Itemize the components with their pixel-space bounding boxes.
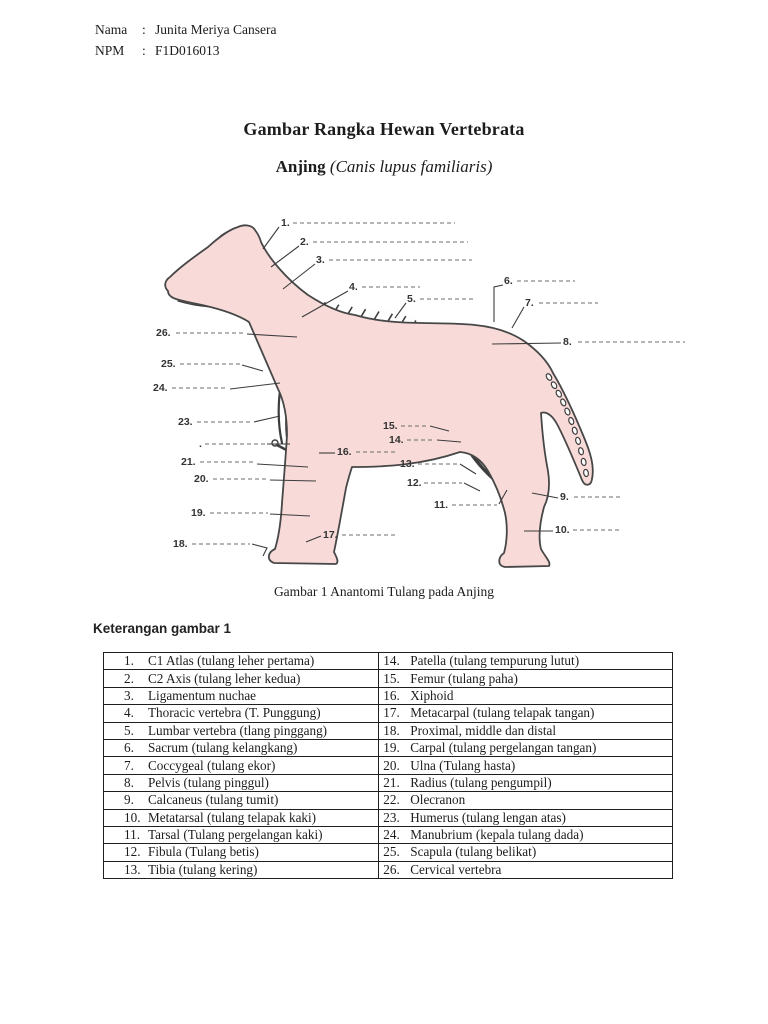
legend-number: 18. bbox=[383, 722, 400, 738]
table-row bbox=[104, 670, 673, 687]
legend-text: Lumbar vertebra (tlang pinggang) bbox=[148, 722, 328, 738]
legend-cell-right bbox=[379, 861, 673, 878]
legend-cell-left bbox=[104, 861, 379, 878]
legend-number: 8. bbox=[124, 774, 134, 790]
legend-heading: Keterangan gambar 1 bbox=[93, 621, 232, 636]
legend-number: 7. bbox=[124, 757, 134, 773]
legend-number: 12. bbox=[124, 844, 141, 860]
legend-text: Cervical vertebra bbox=[410, 861, 502, 877]
legend-text: C2 Axis (tulang leher kedua) bbox=[148, 670, 301, 686]
legend-cell-right bbox=[379, 705, 673, 722]
label-number: 14. bbox=[389, 434, 404, 446]
legend-text: Scapula (tulang belikat) bbox=[410, 844, 537, 860]
legend-cell-right bbox=[379, 826, 673, 843]
legend-number: 1. bbox=[124, 653, 134, 669]
legend-number: 23. bbox=[383, 809, 400, 825]
page-title: Gambar Rangka Hewan Vertebrata bbox=[243, 119, 525, 139]
skeleton-figure bbox=[150, 205, 700, 580]
label-number: 1. bbox=[281, 217, 290, 229]
label-number: 3. bbox=[316, 254, 325, 266]
species-common-name: Anjing bbox=[275, 157, 326, 176]
legend-number: 20. bbox=[383, 757, 400, 773]
legend-cell-left bbox=[104, 809, 379, 826]
legend-number: 9. bbox=[124, 792, 134, 808]
label-pointer-line bbox=[242, 365, 263, 371]
legend-text: Ulna (Tulang hasta) bbox=[410, 757, 516, 773]
npm-separator: : bbox=[142, 43, 146, 58]
legend-text: Coccygeal (tulang ekor) bbox=[148, 757, 276, 773]
legend-table-wrap bbox=[103, 652, 673, 879]
label-number: 8. bbox=[563, 336, 572, 348]
tail-vertebra bbox=[583, 469, 589, 477]
legend-number: 15. bbox=[383, 670, 400, 686]
legend-text: Metacarpal (tulang telapak tangan) bbox=[410, 705, 595, 721]
label-number: 18. bbox=[173, 538, 188, 550]
legend-cell-right bbox=[379, 653, 673, 670]
name-label: Nama bbox=[95, 22, 128, 37]
label-number: 26. bbox=[156, 327, 171, 339]
legend-text: Proximal, middle dan distal bbox=[410, 722, 557, 738]
label-number: . bbox=[199, 438, 202, 450]
label-number: 4. bbox=[349, 281, 358, 293]
label-number: 13. bbox=[400, 458, 415, 470]
name-value: Junita Meriya Cansera bbox=[155, 22, 277, 37]
table-row bbox=[104, 861, 673, 878]
legend-cell-right bbox=[379, 687, 673, 704]
legend-cell-right bbox=[379, 844, 673, 861]
dog-body-outline bbox=[165, 225, 593, 567]
legend-number: 10. bbox=[124, 809, 141, 825]
legend-text: Femur (tulang paha) bbox=[410, 670, 518, 686]
student-header bbox=[95, 19, 276, 61]
legend-cell-left bbox=[104, 722, 379, 739]
legend-cell-left bbox=[104, 687, 379, 704]
legend-cell-left bbox=[104, 739, 379, 756]
legend-number: 2. bbox=[124, 670, 134, 686]
legend-text: Patella (tulang tempurung lutut) bbox=[410, 653, 580, 669]
label-number: 6. bbox=[504, 275, 513, 287]
legend-cell-left bbox=[104, 792, 379, 809]
legend-number: 26. bbox=[383, 861, 400, 877]
legend-number: 6. bbox=[124, 740, 134, 756]
label-pointer-line bbox=[252, 544, 267, 556]
label-pointer-line bbox=[271, 246, 299, 267]
legend-number: 4. bbox=[124, 705, 134, 721]
table-row bbox=[104, 844, 673, 861]
page-subtitle bbox=[0, 157, 768, 177]
label-number: 12. bbox=[407, 477, 422, 489]
student-name-row bbox=[95, 19, 276, 40]
label-number: 16. bbox=[337, 446, 352, 458]
legend-cell-left bbox=[104, 670, 379, 687]
legend-text: Tarsal (Tulang pergelangan kaki) bbox=[148, 827, 323, 843]
label-number: 17. bbox=[323, 529, 338, 541]
legend-cell-right bbox=[379, 774, 673, 791]
legend-number: 3. bbox=[124, 687, 134, 703]
manubrium-knob bbox=[272, 440, 278, 446]
legend-cell-left bbox=[104, 844, 379, 861]
legend-cell-right bbox=[379, 739, 673, 756]
label-pointer-line bbox=[263, 227, 279, 249]
legend-number: 5. bbox=[124, 722, 134, 738]
table-row bbox=[104, 826, 673, 843]
legend-text: Fibula (Tulang betis) bbox=[148, 844, 259, 860]
legend-number: 25. bbox=[383, 844, 400, 860]
legend-text: Humerus (tulang lengan atas) bbox=[410, 809, 566, 825]
legend-cell-left bbox=[104, 705, 379, 722]
legend-cell-right bbox=[379, 670, 673, 687]
name-separator: : bbox=[142, 22, 146, 37]
label-number: 2. bbox=[300, 236, 309, 248]
legend-number: 13. bbox=[124, 861, 141, 877]
label-number: 25. bbox=[161, 358, 176, 370]
table-row bbox=[104, 774, 673, 791]
dog-skeleton-diagram bbox=[150, 205, 700, 580]
species-latin-name: (Canis lupus familiaris) bbox=[329, 157, 493, 176]
legend-number: 22. bbox=[383, 792, 400, 808]
table-row bbox=[104, 757, 673, 774]
label-number: 15. bbox=[383, 420, 398, 432]
legend-number: 14. bbox=[383, 653, 400, 669]
figure-caption: Gambar 1 Anantomi Tulang pada Anjing bbox=[273, 584, 495, 599]
table-row bbox=[104, 705, 673, 722]
student-npm-row bbox=[95, 40, 276, 61]
npm-label: NPM bbox=[95, 43, 125, 58]
legend-cell-left bbox=[104, 653, 379, 670]
legend-text: Xiphoid bbox=[410, 687, 454, 703]
table-row bbox=[104, 809, 673, 826]
label-pointer-line bbox=[464, 483, 480, 491]
legend-cell-right bbox=[379, 809, 673, 826]
label-number: 21. bbox=[181, 456, 196, 468]
table-row bbox=[104, 739, 673, 756]
legend-number: 11. bbox=[124, 827, 140, 843]
legend-number: 19. bbox=[383, 740, 400, 756]
label-number: 11. bbox=[434, 499, 449, 511]
legend-text: Tibia (tulang kering) bbox=[148, 861, 258, 877]
label-number: 9. bbox=[560, 491, 569, 503]
legend-number: 17. bbox=[383, 705, 400, 721]
label-pointer-line bbox=[494, 285, 503, 322]
label-number: 23. bbox=[178, 416, 193, 428]
label-pointer-line bbox=[512, 307, 524, 328]
legend-text: Metatarsal (tulang telapak kaki) bbox=[148, 809, 317, 825]
legend-cell-right bbox=[379, 792, 673, 809]
legend-cell-left bbox=[104, 774, 379, 791]
label-number: 20. bbox=[194, 473, 209, 485]
label-number: 10. bbox=[555, 524, 570, 536]
legend-text: C1 Atlas (tulang leher pertama) bbox=[148, 653, 315, 669]
table-row bbox=[104, 792, 673, 809]
label-number: 5. bbox=[407, 293, 416, 305]
label-number: 24. bbox=[153, 382, 168, 394]
legend-text: Carpal (tulang pergelangan tangan) bbox=[410, 740, 597, 756]
legend-cell-right bbox=[379, 757, 673, 774]
legend-text: Sacrum (tulang kelangkang) bbox=[148, 740, 298, 756]
label-pointer-line bbox=[230, 383, 280, 389]
legend-text: Olecranon bbox=[410, 792, 466, 808]
legend-number: 21. bbox=[383, 774, 400, 790]
legend-number: 16. bbox=[383, 687, 400, 703]
table-row bbox=[104, 687, 673, 704]
legend-text: Ligamentum nuchae bbox=[148, 687, 257, 703]
legend-cell-left bbox=[104, 757, 379, 774]
npm-value: F1D016013 bbox=[155, 43, 220, 58]
table-row bbox=[104, 653, 673, 670]
legend-number: 24. bbox=[383, 827, 400, 843]
label-pointer-line bbox=[460, 464, 476, 474]
legend-table bbox=[103, 652, 673, 879]
table-row bbox=[104, 722, 673, 739]
legend-text: Calcaneus (tulang tumit) bbox=[148, 792, 279, 808]
label-pointer-line bbox=[254, 416, 280, 422]
legend-text: Manubrium (kepala tulang dada) bbox=[410, 827, 584, 843]
legend-text: Thoracic vertebra (T. Punggung) bbox=[148, 705, 321, 721]
label-number: 7. bbox=[525, 297, 534, 309]
legend-cell-left bbox=[104, 826, 379, 843]
legend-text: Pelvis (tulang pinggul) bbox=[148, 774, 269, 790]
legend-text: Radius (tulang pengumpil) bbox=[410, 774, 552, 790]
label-number: 19. bbox=[191, 507, 206, 519]
legend-cell-right bbox=[379, 722, 673, 739]
